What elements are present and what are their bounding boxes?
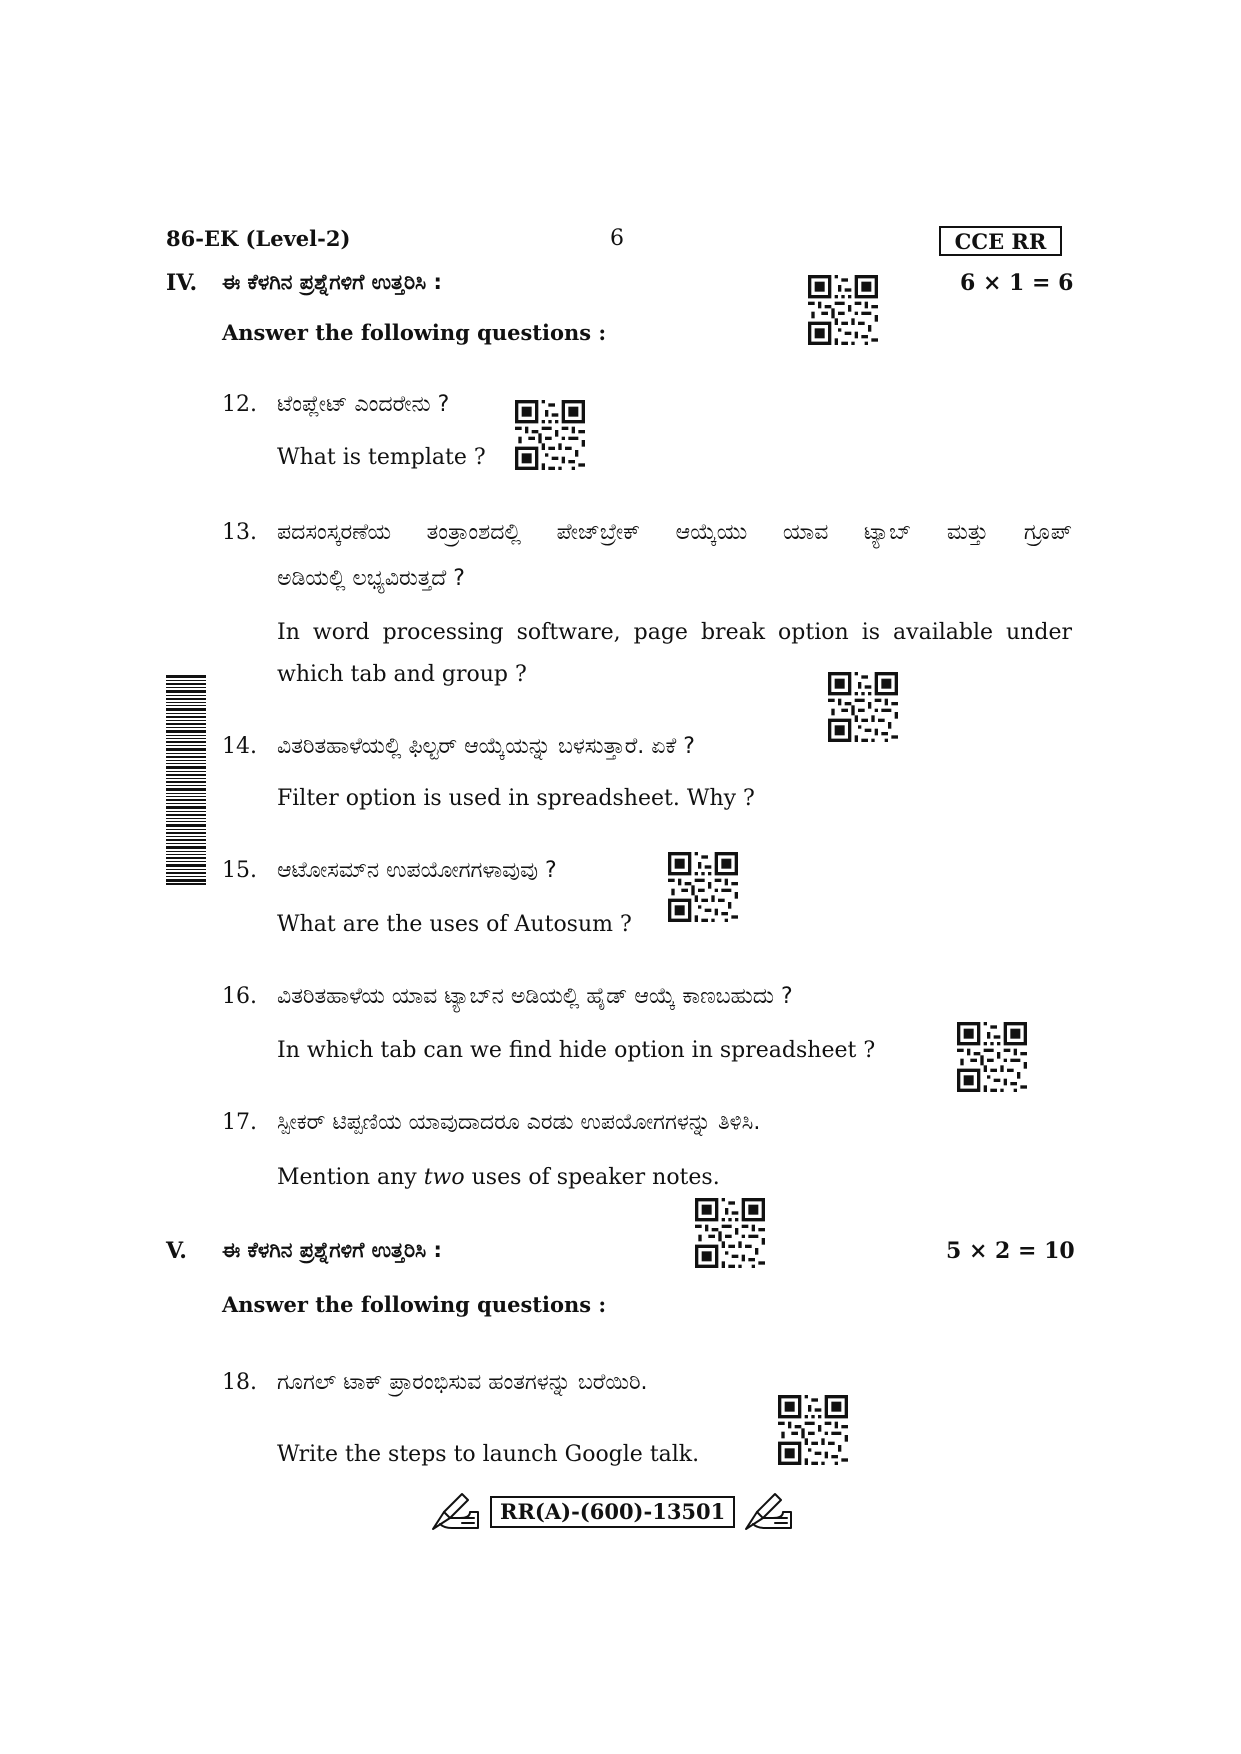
section-iv-number: IV. (166, 270, 198, 296)
section-iv-marks: 6 × 1 = 6 (960, 270, 1074, 296)
paper-code: 86-EK (Level-2) (166, 226, 351, 251)
section-iv-heading-en: Answer the following questions : (222, 320, 607, 345)
question-12-number: 12. (222, 392, 257, 417)
qr-code-q12 (515, 400, 585, 474)
question-13-kn-line2: ಅಡಿಯಲ್ಲಿ ಲಭ್ಯವಿರುತ್ತದೆ ? (277, 566, 465, 591)
section-v-number: V. (166, 1238, 187, 1264)
qr-code-q15 (668, 852, 738, 926)
footer-code: RR(A)-(600)-13501 (490, 1496, 735, 1528)
question-15-kn: ಆಟೋಸಮ್‌ನ ಉಪಯೋಗಗಳಾವುವು ? (277, 858, 557, 883)
question-13-en-line2: which tab and group ? (277, 662, 527, 687)
question-14-en: Filter option is used in spreadsheet. Why ? (277, 786, 755, 811)
section-v-heading-kn: ಈ ಕೆಳಗಿನ ಪ್ರಶ್ನೆಗಳಿಗೆ ಉತ್ತರಿಸಿ : (222, 1238, 442, 1262)
writing-hand-icon-right (743, 1488, 795, 1536)
section-iv-heading-kn: ಈ ಕೆಳಗಿನ ಪ್ರಶ್ನೆಗಳಿಗೆ ಉತ್ತರಿಸಿ : (222, 270, 442, 294)
question-12-kn: ಟೆಂಪ್ಲೇಟ್ ಎಂದರೇನು ? (277, 392, 450, 417)
qr-code-q13 (828, 672, 898, 746)
question-15-number: 15. (222, 858, 257, 883)
qr-code-section-iv (808, 275, 878, 349)
question-14-kn: ವಿತರಿತಹಾಳೆಯಲ್ಲಿ ಫಿಲ್ಟರ್ ಆಯ್ಕೆಯನ್ನು ಬಳಸುತ್ತಾರೆ. ಏಕೆ ? (277, 734, 695, 759)
question-17-en: Mention any two uses of speaker notes. (277, 1165, 720, 1190)
question-16-en: In which tab can we find hide option in spreadsheet ? (277, 1038, 876, 1063)
qr-code-q18 (778, 1395, 848, 1469)
qr-code-q16 (957, 1022, 1027, 1096)
question-13-kn-line1: ಪದಸಂಸ್ಕರಣೆಯ ತಂತ್ರಾಂಶದಲ್ಲಿ ಪೇಜ್‌ಬ್ರೇಕ್ ಆಯ್ಕೆಯು ಯಾವ ಟ್ಯಾಬ್ ಮತ್ತು ಗ್ರೂಪ್ (277, 520, 1072, 545)
cce-rr-tag: CCE RR (939, 226, 1062, 256)
question-17-number: 17. (222, 1110, 257, 1135)
question-18-en: Write the steps to launch Google talk. (277, 1442, 700, 1467)
question-14-number: 14. (222, 734, 257, 759)
writing-hand-icon (430, 1488, 482, 1536)
question-13-en-line1: In word processing software, page break option is available under (277, 620, 1072, 645)
question-16-kn: ವಿತರಿತಹಾಳೆಯ ಯಾವ ಟ್ಯಾಬ್‌ನ ಅಡಿಯಲ್ಲಿ ಹೈಡ್ ಆಯ್ಕೆ ಕಾಣಬಹುದು ? (277, 984, 793, 1009)
question-12-en: What is template ? (277, 445, 486, 470)
question-17-kn: ಸ್ಪೀಕರ್ ಟಿಪ್ಪಣಿಯ ಯಾವುದಾದರೂ ಎರಡು ಉಪಯೋಗಗಳನ್ನು ತಿಳಿಸಿ. (277, 1110, 761, 1135)
page-number: 6 (610, 226, 624, 251)
section-v-heading-en: Answer the following questions : (222, 1292, 607, 1317)
question-16-number: 16. (222, 984, 257, 1009)
question-18-number: 18. (222, 1370, 257, 1395)
question-15-en: What are the uses of Autosum ? (277, 912, 632, 937)
question-18-kn: ಗೂಗಲ್ ಟಾಕ್ ಪ್ರಾರಂಭಿಸುವ ಹಂತಗಳನ್ನು ಬರೆಯಿರಿ. (277, 1370, 648, 1395)
barcode (166, 675, 206, 885)
qr-code-section-v (695, 1198, 765, 1272)
question-13-number: 13. (222, 520, 257, 545)
footer (430, 1486, 805, 1538)
section-v-marks: 5 × 2 = 10 (946, 1238, 1075, 1264)
